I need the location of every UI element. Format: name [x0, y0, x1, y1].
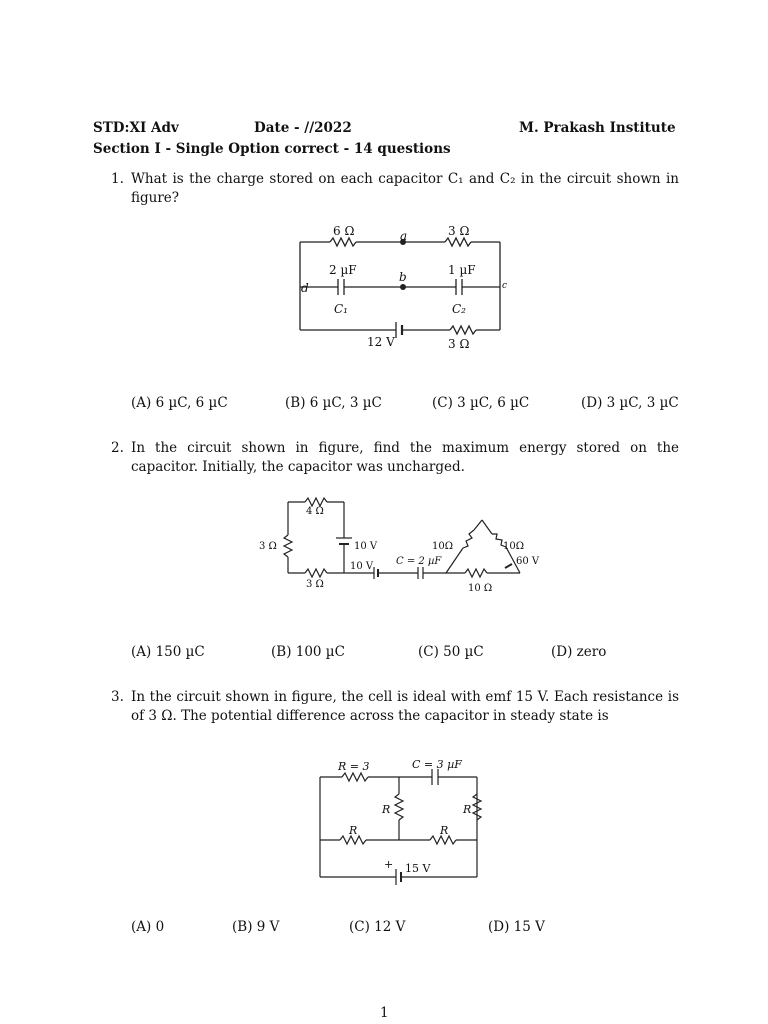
q3-label-cap: C = 3 µF	[412, 758, 462, 771]
question-2-number: 2.	[111, 440, 124, 456]
q1-label-c1: C₁	[334, 302, 348, 316]
q3-label-r-right: R	[463, 803, 472, 816]
header-std: STD:XI Adv	[93, 120, 179, 136]
q1-label-a: a	[400, 229, 408, 243]
q2-option-b[interactable]: (B) 100 µC	[271, 644, 345, 660]
question-3-number: 3.	[111, 689, 124, 705]
q1-label-c2: C₂	[452, 302, 466, 316]
q1-label-c: c	[502, 281, 508, 291]
q3-label-r-top: R = 3	[338, 760, 370, 773]
question-1-text: What is the charge stored on each capacitor C₁ and C₂ in the circuit shown in figure?	[131, 171, 679, 206]
q2-label-r-bottom: 3 Ω	[306, 579, 324, 590]
section-title: Section I - Single Option correct - 14 questions	[93, 141, 451, 157]
q3-label-plus: +	[384, 858, 394, 871]
q3-option-c[interactable]: (C) 12 V	[349, 919, 406, 935]
q3-label-r-bl: R	[349, 824, 358, 837]
q2-label-r-tri-right: 10Ω	[503, 541, 525, 552]
q1-label-c2-val: 1 µF	[448, 263, 476, 277]
q1-label-r2: 3 Ω	[448, 224, 470, 238]
header-institute: M. Prakash Institute	[519, 120, 676, 136]
q2-label-v1: 10 V	[354, 541, 378, 552]
question-3-circuit	[300, 752, 500, 892]
question-1-circuit	[280, 220, 520, 360]
q3-option-d[interactable]: (D) 15 V	[488, 919, 545, 935]
q2-label-r-top: 4 Ω	[306, 506, 324, 517]
q2-option-c[interactable]: (C) 50 µC	[418, 644, 484, 660]
q1-label-battery: 12 V	[367, 335, 395, 349]
q3-label-r-mid: R	[382, 803, 391, 816]
q3-option-a[interactable]: (A) 0	[131, 919, 165, 935]
q2-label-v2: 10 V	[350, 561, 374, 572]
question-2-text: In the circuit shown in figure, find the maximum energy stored on the capacitor. Initially, the capacitor was uncharged.	[131, 440, 679, 475]
question-2-circuit	[250, 490, 550, 600]
q1-option-b[interactable]: (B) 6 µC, 3 µC	[285, 395, 382, 411]
q2-label-r-left: 3 Ω	[259, 541, 277, 552]
q1-label-c1-val: 2 µF	[329, 263, 357, 277]
q2-label-r-tri-bottom: 10 Ω	[468, 583, 493, 594]
header-date: Date - //2022	[254, 120, 352, 136]
q2-label-v3: 60 V	[516, 556, 540, 567]
q1-label-d: d	[301, 281, 309, 295]
q3-option-b[interactable]: (B) 9 V	[232, 919, 280, 935]
q1-option-a[interactable]: (A) 6 µC, 6 µC	[131, 395, 228, 411]
question-3-text: In the circuit shown in figure, the cell is ideal with emf 15 V. Each resistance is of 3 Ω. The potential difference across the capacitor in steady state is	[131, 689, 679, 724]
q1-label-r1: 6 Ω	[333, 224, 355, 238]
q1-option-c[interactable]: (C) 3 µC, 6 µC	[432, 395, 530, 411]
q2-option-d[interactable]: (D) zero	[551, 644, 607, 660]
q2-label-r-tri-left: 10Ω	[432, 541, 454, 552]
page-number: 1	[380, 1005, 389, 1021]
q2-label-cap: C = 2 µF	[396, 556, 442, 567]
q1-label-b: b	[399, 270, 407, 284]
q2-option-a[interactable]: (A) 150 µC	[131, 644, 205, 660]
q1-option-d[interactable]: (D) 3 µC, 3 µC	[581, 395, 679, 411]
q3-label-emf: 15 V	[405, 862, 431, 875]
question-1-number: 1.	[111, 171, 124, 187]
q1-label-r3: 3 Ω	[448, 337, 470, 351]
q3-label-r-br: R	[440, 824, 449, 837]
